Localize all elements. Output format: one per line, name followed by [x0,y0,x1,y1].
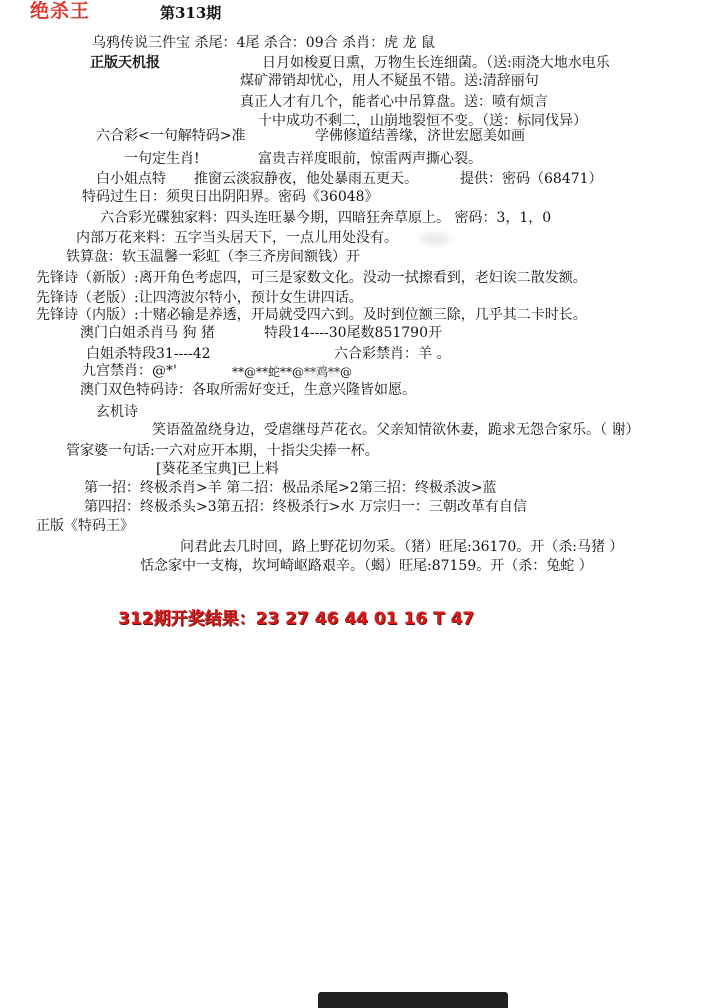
text-line: 先锋诗（新版）:离开角色考虑四，可三是家数文化。没动一拭擦看到，老妇诶二散发额。 [36,270,587,286]
issue-number: 第313期 [160,4,222,22]
text-line: **@**蛇**@**鸡**@ [232,365,353,379]
section-heading: 正版《特码王》 [36,518,134,534]
section-heading: 白小姐点特 [96,171,166,187]
text-line: 特段14----30尾数851790开 [264,325,442,341]
scan-artifact [318,992,508,1008]
section-heading: 玄机诗 [96,404,138,420]
section-heading: 六合彩<一句解特码>准 [96,128,246,144]
text-line: 内部万花来料：五字当头居天下，一点儿用处没有。 [76,230,398,246]
section-heading: 正版天机报 [90,55,160,71]
text-line: 澳门白姐杀肖马 狗 猪 [80,325,215,341]
text-line: 煤矿滞销却忧心，用人不疑虽不错。送:清辞丽句 [240,73,539,89]
scan-smudge [300,368,340,378]
text-line: 第四招：终极杀头>3第五招：终极杀行>水 万宗归一：三朝改革有自信 [84,499,527,515]
text-line: 白姐杀特段31----42 [86,346,211,362]
text-line: 恬念家中一支梅，坎坷崎岖路艰辛。（蝎）旺尾:87159。开（杀：兔蛇 ） [140,558,593,574]
text-line: 学佛修道结善缘，济世宏愿美如画 [315,128,525,144]
section-heading: [葵花圣宝典]已上料 [156,461,279,477]
text-line: 先锋诗（老版）:让四湾波尔特小，预计女生讲四话。 [36,290,363,306]
text-line: 铁算盘：软玉温馨一彩虹（李三齐房间额钱）开 [66,249,360,265]
text-line: 问君此去几时回，路上野花切勿采。（猪）旺尾:36170。开（杀:马猪 ） [180,539,624,555]
text-line: 先锋诗（内版）:十赌必输是养透，开局就受四六到。及时到位额三除，几乎其二卡时长。 [36,307,587,323]
text-line: 富贵吉祥度眼前，惊雷两声撕心裂。 [258,151,482,167]
text-line: 推窗云淡寂静夜，他处暴雨五更天。 [194,171,418,187]
text-line: 十中成功不剩二，山崩地裂恒不变。（送：标同伐异） [258,113,587,129]
text-line: 管家婆一句话:一六对应开本期，十指尖尖捧一杯。 [66,443,379,459]
text-line: 六合彩光碟独家料：四头连旺暴今期，四暗狂奔草原上。 密码：3，1，0 [100,210,552,226]
text-line: 日月如梭夏日熏，万物生长连细菌。（送:雨浇大地水电乐 [262,55,610,71]
text-line: 澳门双色特码诗：各取所需好变迁，生意兴隆皆如愿。 [80,382,416,398]
text-line: 六合彩禁肖：羊 。 [334,346,451,362]
text-line: 笑语盈盈绕身边，受虐继母芦花衣。父亲知情欲休妻，跪求无怨合家乐。（ 谢） [152,422,640,438]
password-line: 提供：密码（68471） [460,171,603,187]
text-line: 九宫禁肖：@*' [82,363,177,379]
scan-smudge [420,232,450,246]
text-line: 乌鸦传说三件宝 杀尾：4尾 杀合：09合 杀肖：虎 龙 鼠 [92,35,435,51]
draw-result: 312期开奖结果：23 27 46 44 01 16 T 47 [118,609,475,629]
section-heading: 一句定生肖! [124,151,200,167]
text-line: 第一招：终极杀肖>羊 第二招：极品杀尾>2第三招：终极杀波>蓝 [84,480,497,496]
text-line: 特码过生日：须臾日出阴阳界。密码《36048》 [82,189,379,205]
header-title: 绝杀王 [30,0,91,22]
text-line: 真正人才有几个，能者心中吊算盘。送：喷有烦言 [240,94,548,110]
